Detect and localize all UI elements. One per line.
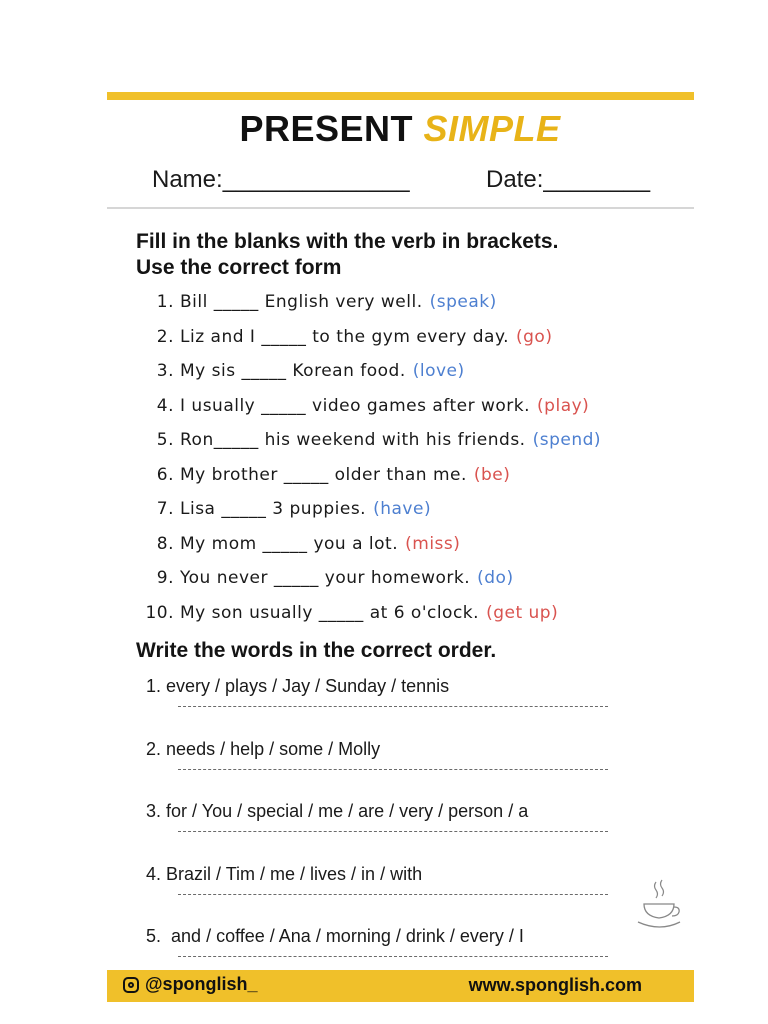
title-present: PRESENT bbox=[239, 108, 413, 149]
item-text: My sis _____ Korean food. bbox=[180, 361, 406, 382]
list-item bbox=[136, 389, 696, 424]
answer-line[interactable] bbox=[178, 956, 608, 957]
list-item bbox=[136, 561, 696, 596]
item-text: Ron_____ his weekend with his friends. bbox=[180, 430, 526, 451]
answer-line[interactable] bbox=[178, 769, 608, 770]
list-item bbox=[136, 596, 696, 631]
verb-hint: (go) bbox=[516, 326, 553, 347]
top-accent-bar bbox=[107, 92, 694, 100]
exercise1-heading bbox=[136, 229, 558, 281]
item-text: My brother _____ older than me. bbox=[180, 464, 467, 485]
item-number: 6. bbox=[156, 464, 174, 485]
instagram-icon bbox=[123, 977, 139, 993]
item-number: 4. bbox=[156, 395, 174, 416]
item-number: 1. bbox=[156, 292, 174, 313]
item-text: My son usually _____ at 6 o'clock. bbox=[180, 602, 480, 623]
answer-line[interactable] bbox=[178, 706, 608, 707]
list-item bbox=[136, 320, 696, 355]
list-item bbox=[136, 285, 696, 320]
website-link[interactable]: www.sponglish.com bbox=[468, 975, 642, 995]
verb-hint: (have) bbox=[373, 499, 432, 520]
list-item bbox=[136, 458, 696, 493]
item-words: every / plays / Jay / Sunday / tennis bbox=[166, 676, 450, 696]
item-text: Liz and I _____ to the gym every day. bbox=[180, 326, 509, 347]
answer-line[interactable] bbox=[178, 894, 608, 895]
name-field: Name:______________ bbox=[152, 166, 410, 193]
handle-text: @sponglish_ bbox=[145, 974, 258, 994]
item-words: needs / help / some / Molly bbox=[166, 738, 381, 759]
list-item bbox=[146, 864, 706, 927]
list-item bbox=[146, 739, 706, 802]
item-words: Brazil / Tim / me / lives / in / with bbox=[166, 863, 423, 884]
item-number: 3. bbox=[146, 801, 162, 821]
exercise1-list bbox=[136, 285, 696, 630]
list-item bbox=[146, 676, 706, 739]
item-text: You never _____ your homework. bbox=[180, 568, 471, 589]
exercise1-heading-line2: Use the correct form bbox=[136, 256, 342, 279]
item-text: Lisa _____ 3 puppies. bbox=[180, 499, 367, 520]
item-number: 2. bbox=[156, 326, 174, 347]
item-number: 10. bbox=[145, 602, 174, 623]
title-simple: SIMPLE bbox=[423, 108, 561, 149]
answer-line[interactable] bbox=[178, 831, 608, 832]
item-number: 2. bbox=[146, 738, 162, 759]
instagram-handle[interactable] bbox=[123, 974, 258, 995]
list-item bbox=[136, 492, 696, 527]
item-number: 3. bbox=[156, 361, 174, 382]
exercise1-heading-line1: Fill in the blanks with the verb in brackets. bbox=[136, 230, 559, 253]
item-number: 8. bbox=[156, 533, 174, 554]
item-number: 5. bbox=[156, 430, 174, 451]
item-number: 7. bbox=[156, 499, 174, 520]
footer-bar bbox=[107, 970, 694, 1002]
coffee-cup-icon bbox=[636, 878, 682, 930]
item-number: 9. bbox=[156, 568, 174, 589]
list-item bbox=[136, 527, 696, 562]
list-item bbox=[136, 423, 696, 458]
list-item bbox=[136, 354, 696, 389]
item-text: My mom _____ you a lot. bbox=[180, 533, 399, 554]
item-number: 4. bbox=[146, 863, 162, 884]
item-text: I usually _____ video games after work. bbox=[180, 395, 531, 416]
item-words: and / coffee / Ana / morning / drink / every / I bbox=[166, 926, 524, 946]
item-number: 5. bbox=[146, 926, 162, 946]
exercise2-list bbox=[146, 676, 706, 989]
item-number: 1. bbox=[146, 676, 162, 696]
date-field: Date:________ bbox=[486, 166, 651, 193]
divider bbox=[107, 207, 694, 209]
item-text: Bill _____ English very well. bbox=[180, 292, 423, 313]
verb-hint: (do) bbox=[477, 568, 514, 589]
verb-hint: (be) bbox=[473, 464, 511, 485]
verb-hint: (get up) bbox=[486, 602, 559, 623]
verb-hint: (speak) bbox=[429, 292, 497, 313]
verb-hint: (love) bbox=[412, 361, 465, 382]
list-item bbox=[146, 801, 706, 864]
verb-hint: (play) bbox=[537, 395, 590, 416]
verb-hint: (spend) bbox=[532, 430, 602, 451]
exercise2-heading: Write the words in the correct order. bbox=[136, 639, 497, 662]
page-title bbox=[0, 108, 768, 150]
verb-hint: (miss) bbox=[405, 533, 461, 554]
item-words: for / You / special / me / are / very / person / a bbox=[166, 801, 529, 821]
